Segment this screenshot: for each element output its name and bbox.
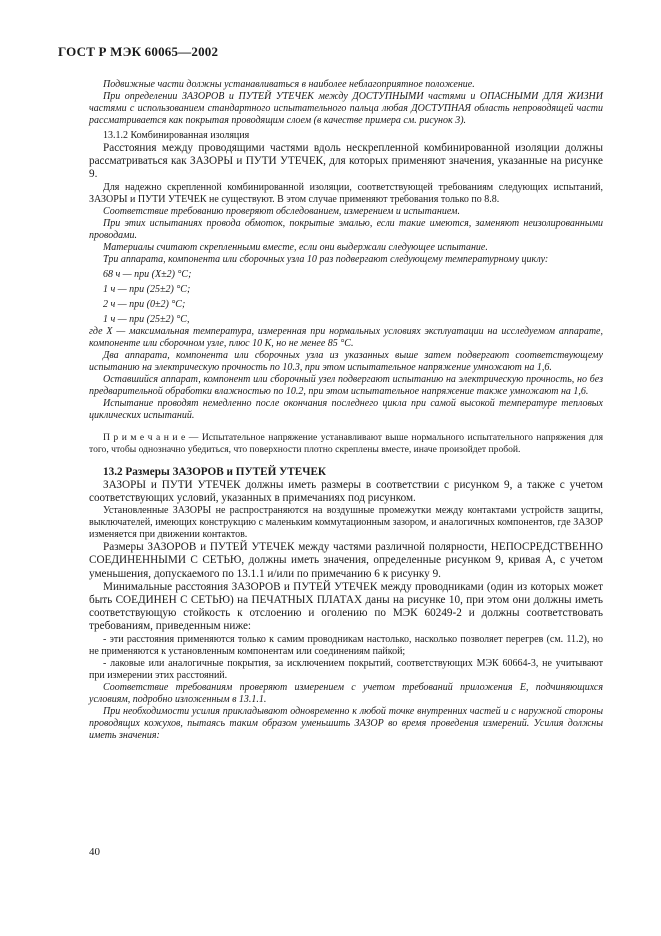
- cycle-step: 1 ч — при (25±2) °С,: [103, 313, 190, 325]
- paragraph: Установленные ЗАЗОРЫ не распространяются на воздушные промежутки между контактами устройств защиты, выключателей, имеющих конструкцию с маленьким коммутационным зазором, и аналогичных компонентов, где ЗАЗОР изменяется при движении контактов.: [89, 505, 603, 541]
- page-number: 40: [89, 846, 100, 858]
- section-heading-13-2: 13.2 Размеры ЗАЗОРОВ и ПУТЕЙ УТЕЧЕК: [103, 465, 327, 478]
- paragraph: ЗАЗОРЫ и ПУТИ УТЕЧЕК должны иметь размеры в соответствии с рисунком 9, а также с учетом соответствующих условий, указанных в примечаниях под рисунком.: [89, 478, 603, 505]
- cycle-step: 68 ч — при (X±2) °С;: [103, 268, 192, 280]
- paragraph: Три аппарата, компонента или сборочных узла 10 раз подвергают следующему температурному циклу:: [103, 253, 549, 265]
- paragraph: Размеры ЗАЗОРОВ и ПУТЕЙ УТЕЧЕК между частями различной полярности, НЕПОСРЕДСТВЕННО СОЕДИНЕННЫМИ С СЕТЬЮ, должны иметь значения, определенные рисунком 9, кривая А, с учетом уменьшения, допускаемого по 13.1.1 и/или по примечанию 6 к рисунку 9.: [89, 541, 603, 580]
- paragraph: Соответствие требованию проверяют обследованием, измерением и испытанием.: [103, 205, 460, 217]
- paragraph: Соответствие требованиям проверяют измерением с учетом требований приложения E, подчиняющихся условиям, подробно изложенным в 13.1.1.: [89, 681, 603, 705]
- paragraph: Два аппарата, компонента или сборочных узла из указанных выше затем подвергают соответствующему испытанию на электрическую прочность по 10.3, при этом испытательное напряжение умножают на 1,6.: [89, 349, 603, 373]
- standard-title: ГОСТ Р МЭК 60065—2002: [58, 44, 219, 59]
- paragraph: При этих испытаниях провода обмоток, покрытые эмалью, если такие имеются, заменяют неизолированными проводами.: [89, 217, 603, 241]
- paragraph: Подвижные части должны устанавливаться в наиболее неблагоприятное положение.: [103, 79, 475, 90]
- note-text: — Испытательное напряжение устанавливают выше нормального испытательного напряжения для того, чтобы однозначно убедиться, что поверхности плотно скреплены вместе, иначе произойдет пробой.: [89, 431, 603, 455]
- note: [89, 432, 603, 456]
- paragraph: Расстояния между проводящими частями вдоль нескрепленной комбинированной изоляции должны рассматриваться как ЗАЗОРЫ и ПУТИ УТЕЧЕК, для которых применяют значения, указанные на рисунке 9.: [89, 142, 603, 181]
- cycle-step: 2 ч — при (0±2) °С;: [103, 298, 186, 310]
- paragraph: Минимальные расстояния ЗАЗОРОВ и ПУТЕЙ УТЕЧЕК между проводниками (один из которых может быть СОЕДИНЕН С СЕТЬЮ) на ПЕЧАТНЫХ ПЛАТАХ даны на рисунке 10, при этом они должны иметь соответствующую стойкость к отслоению и оголению по МЭК 60249-2 и должны соответствовать требованиям, приведенным ниже:: [89, 580, 603, 633]
- paragraph: где X — максимальная температура, измеренная при нормальных условиях эксплуатации на исследуемом аппарате, компоненте или сборочном узле, плюс 10 K, но не менее 85 °С.: [89, 325, 603, 349]
- list-item: - лаковые или аналогичные покрытия, за исключением покрытий, соответствующих МЭК 60664-3, не учитывают при измерении этих расстояний.: [89, 657, 603, 681]
- paragraph: При необходимости усилия прикладывают одновременно к любой точке внутренних частей и с наружной стороны проводящих кожухов, пытаясь таким образом уменьшить ЗАЗОР во время проведения измерений. Усилия должны иметь значения:: [89, 705, 603, 741]
- note-label: П р и м е ч а н и е: [103, 431, 186, 443]
- page-content: [89, 79, 603, 742]
- paragraph: Оставшийся аппарат, компонент или сборочный узел подвергают испытанию на электрическую прочность, но без предварительной обработки влажностью по 10.2, при этом испытательное напряжение также умножают на 1,6.: [89, 373, 603, 397]
- subsection-heading-13-1-2: 13.1.2 Комбинированная изоляция: [103, 130, 250, 141]
- list-item: - эти расстояния применяются только к самим проводникам настолько, насколько позволяет перегрев (см. 11.2), но не применяются к установленным компонентам или соединениям пайкой;: [89, 633, 603, 657]
- paragraph: Для надежно скрепленной комбинированной изоляции, соответствующей требованиям следующих испытаний, ЗАЗОРЫ и ПУТИ УТЕЧЕК не существуют. В этом случае применяют требования только по 8.8.: [89, 181, 603, 205]
- cycle-step: 1 ч — при (25±2) °С;: [103, 283, 191, 295]
- paragraph: Материалы считают скрепленными вместе, если они выдержали следующее испытание.: [103, 241, 488, 253]
- paragraph: При определении ЗАЗОРОВ и ПУТЕЙ УТЕЧЕК между ДОСТУПНЫМИ частями и ОПАСНЫМИ ДЛЯ ЖИЗНИ частями с использованием стандартного испытательного пальца любая ДОСТУПНАЯ область непроводящей части рассматривается как покрытая проводящим слоем (в качестве примера см. рисунок 3).: [89, 91, 603, 126]
- paragraph: Испытание проводят немедленно после окончания последнего цикла при самой высокой температуре тепловых циклических испытаний.: [89, 397, 603, 421]
